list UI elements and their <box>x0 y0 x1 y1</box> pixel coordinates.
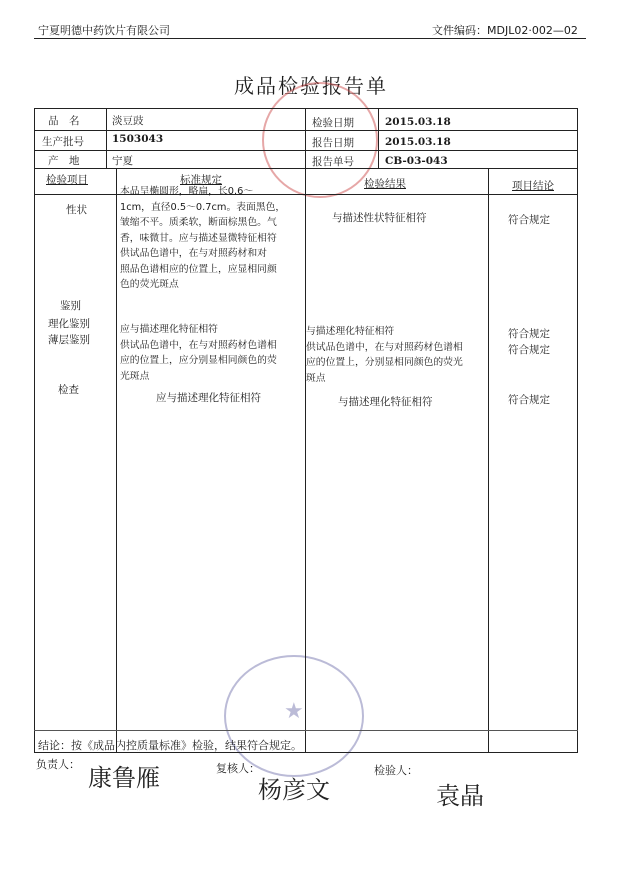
item-col-rule <box>116 168 117 753</box>
inspector-label: 检验人： <box>374 764 418 777</box>
conclusion-col-rule <box>488 168 489 753</box>
check-standard: 应与描述理化特征相符 <box>156 392 261 404</box>
company-seal-bottom: ★ <box>224 655 364 777</box>
file-code <box>432 22 578 38</box>
table-right-rule <box>577 108 578 753</box>
report-no-label: 报告单号 <box>312 156 354 168</box>
ident-result: 与描述理化特征相符 供试品色谱中，在与对照药材色谱相 应的位置上，分别显相同颜色的荧光 斑点 <box>306 326 463 384</box>
file-code-value: MDJL02·002—02 <box>487 24 578 37</box>
check-conclusion: 符合规定 <box>508 394 550 406</box>
origin-label: 产 地 <box>48 155 80 167</box>
check-label: 检查 <box>58 384 79 396</box>
conclusion-text: 结论：按《成品内控质量标准》检验，结果符合规定。 <box>38 739 302 752</box>
traits-standard: 本品呈椭圆形，略扁，长0.6～ 1cm，直径0.5～0.7cm。表面黑色， 皱缩不平。质柔软，断面棕黑色。气 香，味微甘。应与描述显微特征相符 供试品色谱中，在与对照药材和对 照品色谱相应的位置上，应显相同颜 色的荧光斑点 <box>120 186 286 290</box>
reviewer-signature: 杨彦文 <box>258 776 330 804</box>
check-result: 与描述理化特征相符 <box>338 396 433 408</box>
table-left-rule <box>34 108 35 753</box>
ident-physchem-label: 理化鉴别 <box>48 318 90 330</box>
company-name: 宁夏明德中药饮片有限公司 <box>38 24 170 37</box>
inspect-date-label: 检验日期 <box>312 117 354 129</box>
conclusion-rule <box>34 730 578 731</box>
traits-label: 性状 <box>66 204 87 216</box>
ident-standard: 应与描述理化特征相符 供试品色谱中，在与对照药材色谱相 应的位置上，应分别显相同颜色的荧 光斑点 <box>120 324 277 382</box>
info-col-rule-1 <box>106 108 107 168</box>
column-conclusion-header: 项目结论 <box>512 180 554 192</box>
document-title: 成品检验报告单 <box>234 74 388 98</box>
column-result-header: 检验结果 <box>364 178 406 190</box>
ident-conclusion-2: 符合规定 <box>508 344 550 356</box>
row-rule-1 <box>34 130 578 131</box>
origin-value: 宁夏 <box>112 155 133 167</box>
ident-tlc-label: 薄层鉴别 <box>48 334 90 346</box>
traits-conclusion: 符合规定 <box>508 214 550 226</box>
center-col-rule <box>305 108 306 753</box>
report-date-label: 报告日期 <box>312 137 354 149</box>
batch-label: 生产批号 <box>42 136 84 148</box>
report-date-value: 2015.03.18 <box>385 136 451 148</box>
ident-conclusion-1: 符合规定 <box>508 328 550 340</box>
report-no-value: CB-03-043 <box>385 155 448 167</box>
product-name-value: 淡豆豉 <box>112 115 144 127</box>
header-rule <box>34 38 586 39</box>
responsible-label: 负责人： <box>36 758 80 771</box>
table-top-rule <box>34 108 578 109</box>
reviewer-label: 复核人： <box>216 762 260 775</box>
info-col-rule-2 <box>378 108 379 168</box>
inspector-signature: 袁晶 <box>436 782 484 810</box>
responsible-signature: 康鲁雁 <box>88 764 160 792</box>
row-rule-2 <box>34 150 578 151</box>
column-standard-header: 标准规定 <box>180 174 222 186</box>
product-name-label: 品 名 <box>48 115 80 127</box>
batch-value: 1503043 <box>112 133 164 145</box>
column-item-header: 检验项目 <box>46 174 88 186</box>
file-code-label: 文件编码： <box>432 24 487 37</box>
ident-label: 鉴别 <box>60 300 81 312</box>
traits-result: 与描述性状特征相符 <box>332 212 427 224</box>
inspect-date-value: 2015.03.18 <box>385 116 451 128</box>
